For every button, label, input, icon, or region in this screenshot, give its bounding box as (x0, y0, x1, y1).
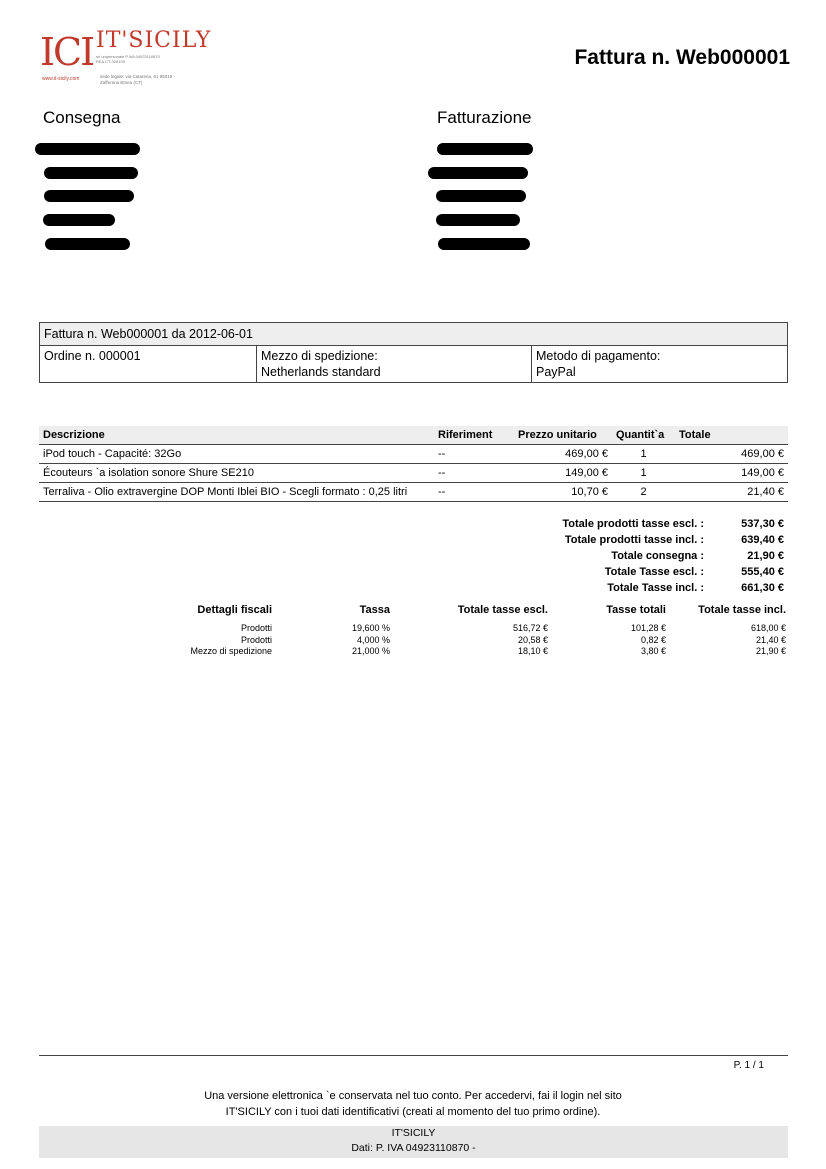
totals-value: 21,90 € (747, 550, 784, 562)
totals-row (480, 532, 788, 548)
footer-company-name: IT'SICILY (391, 1127, 436, 1139)
col-total: Totale (675, 426, 788, 445)
fiscal-tax: 0,82 € (640, 634, 666, 645)
redacted-line (438, 238, 530, 250)
col-reference: Riferiment (434, 426, 514, 445)
fiscal-excl: 516,72 € (512, 623, 548, 633)
redacted-line (436, 214, 520, 226)
totals-label: Totale Tasse incl. : (607, 582, 704, 594)
totals-row (480, 580, 788, 596)
account-note (0, 1088, 826, 1120)
totals-value: 537,30 € (741, 518, 784, 530)
totals-row (480, 516, 788, 532)
fiscal-row (160, 635, 790, 647)
fiscal-excl: 18,10 € (517, 646, 548, 656)
item-quantity: 1 (612, 445, 675, 464)
item-description: Écouteurs `a isolation sonore Shure SE210 (39, 464, 434, 483)
account-note-line1: Una versione elettronica `e conservata nel tuo conto. Per accedervi, fai il login nel sito (204, 1090, 622, 1102)
redacted-line (436, 190, 526, 202)
logo-address: sede legale: via Catarena, 61 95019 - Zafferana Etnea (CT) (100, 74, 176, 85)
redacted-line (428, 167, 528, 179)
shipping-value: Netherlands standard (261, 365, 381, 379)
totals-value: 639,40 € (741, 534, 784, 546)
item-description: Terraliva - Olio extravergine DOP Monti Iblei BIO - Scegli formato : 0,25 litri (39, 483, 434, 502)
account-note-line2: IT'SICILY con i tuoi dati identificativi (creati al momento del tuo primo ordine). (225, 1106, 601, 1118)
fiscal-row (160, 646, 790, 658)
totals-table (480, 516, 788, 596)
items-table (39, 426, 788, 502)
item-quantity: 1 (612, 464, 675, 483)
table-row (39, 483, 788, 502)
redacted-line (44, 167, 138, 179)
redacted-line (437, 143, 533, 155)
payment-method (532, 346, 788, 383)
footer-divider (39, 1055, 788, 1056)
billing-heading: Fatturazione (437, 108, 532, 127)
logo-mark: ICI (40, 30, 94, 74)
shipping-method (257, 346, 532, 383)
totals-label: Totale Tasse escl. : (604, 566, 704, 578)
fiscal-header-row (160, 604, 790, 623)
totals-label: Totale consegna : (611, 550, 704, 562)
fiscal-excl: 20,58 € (517, 634, 548, 645)
col-unit-price: Prezzo unitario (514, 426, 612, 445)
fiscal-type: Prodotti (240, 634, 272, 645)
company-footer (39, 1126, 788, 1158)
fiscal-details-table (160, 604, 790, 658)
fiscal-type: Mezzo di spedizione (190, 646, 272, 656)
fiscal-tax: 3,80 € (640, 646, 666, 656)
fiscal-col-details: Dettagli fiscali (197, 604, 272, 616)
fiscal-rate: 19,600 % (351, 623, 390, 633)
fiscal-rate: 4,000 % (356, 634, 390, 645)
order-number: Ordine n. 000001 (40, 346, 257, 383)
totals-label: Totale prodotti tasse escl. : (562, 518, 704, 530)
company-logo (38, 28, 212, 90)
totals-row (480, 548, 788, 564)
item-unit-price: 149,00 € (514, 464, 612, 483)
item-unit-price: 10,70 € (514, 483, 612, 502)
item-total: 469,00 € (675, 445, 788, 464)
fiscal-col-rate: Tassa (359, 604, 390, 616)
logo-name: IT'SICILY (96, 28, 212, 53)
table-row (39, 464, 788, 483)
fiscal-col-incl: Totale tasse incl. (698, 604, 786, 616)
payment-label: Metodo di pagamento: (536, 349, 661, 363)
logo-small-text: srl unipersonale P.IVA 04923110870 REA CT-328109 (96, 54, 160, 64)
fiscal-type: Prodotti (240, 623, 272, 633)
col-description: Descrizione (39, 426, 434, 445)
item-reference: -- (434, 464, 514, 483)
delivery-heading: Consegna (43, 108, 121, 127)
item-reference: -- (434, 445, 514, 464)
shipping-label: Mezzo di spedizione: (261, 349, 378, 363)
item-total: 21,40 € (675, 483, 788, 502)
invoice-info-table (39, 322, 788, 383)
item-total: 149,00 € (675, 464, 788, 483)
fiscal-row (160, 623, 790, 635)
table-row (39, 445, 788, 464)
fiscal-col-excl: Totale tasse escl. (457, 604, 548, 616)
totals-label: Totale prodotti tasse incl. : (564, 534, 704, 546)
totals-value: 555,40 € (741, 566, 784, 578)
logo-url: www.it-sicily.com (42, 76, 80, 82)
redacted-line (45, 238, 130, 250)
fiscal-rate: 21,000 % (351, 646, 390, 656)
footer-vat: Dati: P. IVA 04923110870 - (351, 1142, 476, 1154)
items-header-row (39, 426, 788, 445)
totals-value: 661,30 € (741, 582, 784, 594)
col-quantity: Quantit`a (612, 426, 675, 445)
redacted-line (44, 190, 134, 202)
item-description: iPod touch - Capacité: 32Go (39, 445, 434, 464)
redacted-line (43, 214, 115, 226)
fiscal-incl: 21,90 € (755, 646, 786, 656)
item-unit-price: 469,00 € (514, 445, 612, 464)
page-number: P. 1 / 1 (733, 1060, 764, 1071)
item-quantity: 2 (612, 483, 675, 502)
invoice-title: Fattura n. Web000001 (574, 46, 790, 69)
invoice-info-header: Fattura n. Web000001 da 2012-06-01 (40, 323, 788, 346)
fiscal-tax: 101,28 € (630, 623, 666, 633)
totals-row (480, 564, 788, 580)
item-reference: -- (434, 483, 514, 502)
redacted-line (35, 143, 140, 155)
payment-value: PayPal (536, 365, 576, 379)
fiscal-incl: 21,40 € (755, 634, 786, 645)
fiscal-incl: 618,00 € (750, 623, 786, 633)
fiscal-col-tax: Tasse totali (606, 604, 666, 616)
